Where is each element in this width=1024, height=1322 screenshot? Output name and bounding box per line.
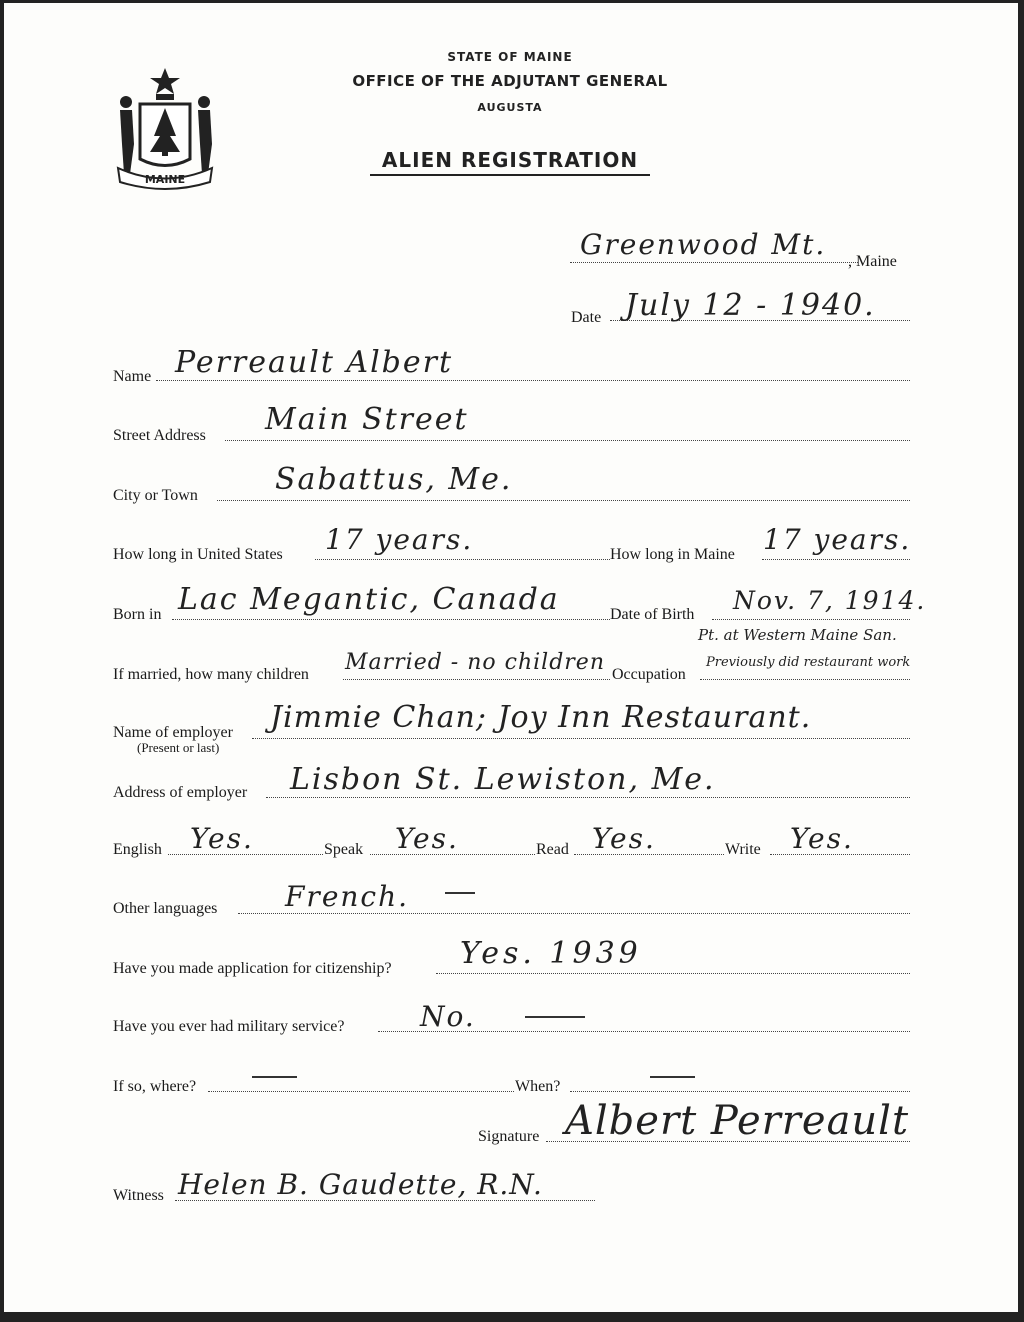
occupation-line [700,679,910,680]
when-line [570,1091,910,1092]
scan-border-top [0,0,1024,3]
dob-value: Nov. 7, 1914. [733,586,927,615]
witness-label: Witness [113,1187,164,1204]
witness-value: Helen B. Gaudette, R.N. [178,1168,543,1201]
scan-border-bottom [0,1312,1024,1322]
occupation-value-line1: Pt. at Western Maine San. [698,626,897,644]
children-line [343,679,610,680]
maine-state-seal-icon [110,64,220,194]
street-line [225,440,910,441]
write-value: Yes. [790,822,854,855]
city-label: City or Town [113,487,198,504]
form-title: ALIEN REGISTRATION [381,148,639,172]
where-dash [252,1076,297,1078]
maine-duration-value: 17 years. [763,523,912,556]
write-label: Write [725,841,761,858]
us-duration-label: How long in United States [113,546,283,563]
when-dash [650,1076,695,1078]
location-suffix: , Maine [848,253,897,270]
read-label: Read [536,841,569,858]
employer-address-label: Address of employer [113,784,248,801]
when-label: When? [515,1078,561,1095]
employer-line [252,738,910,739]
city-value: Sabattus, Me. [275,462,513,497]
children-value: Married - no children [345,650,605,675]
citizenship-line [436,973,910,974]
other-languages-line [238,913,910,914]
location-value: Greenwood Mt. [580,228,827,261]
other-languages-value: French. [285,880,410,913]
military-label: Have you ever had military service? [113,1018,345,1035]
header-office: OFFICE OF THE ADJUTANT GENERAL [352,72,668,90]
name-value: Perreault Albert [175,345,454,380]
employer-value: Jimmie Chan; Joy Inn Restaurant. [270,700,812,735]
location-line [570,262,858,263]
occupation-label: Occupation [612,666,686,683]
street-value: Main Street [265,402,469,437]
speak-value: Yes. [395,822,459,855]
where-label: If so, where? [113,1078,197,1095]
svg-text:MAINE: MAINE [144,173,186,186]
english-label: English [113,841,162,858]
english-value: Yes. [190,822,254,855]
dob-label: Date of Birth [610,606,695,623]
other-languages-label: Other languages [113,900,218,917]
born-value: Lac Megantic, Canada [178,582,560,617]
military-value: No. [420,1000,476,1033]
read-value: Yes. [592,822,656,855]
scan-border-right [1018,0,1024,1322]
employer-address-value: Lisbon St. Lewiston, Me. [290,762,716,797]
dob-line [712,619,910,620]
maine-duration-label: How long in Maine [610,546,735,563]
header-state: STATE OF MAINE [447,50,573,64]
us-duration-line [315,559,610,560]
us-duration-value: 17 years. [325,523,474,556]
city-line [217,500,910,501]
where-line [208,1091,514,1092]
maine-duration-line [762,559,910,560]
signature-label: Signature [478,1128,540,1145]
signature-value: Albert Perreault [565,1098,910,1144]
born-line [172,619,610,620]
military-dash [525,1016,585,1018]
title-underline [370,174,650,176]
header-city: AUGUSTA [477,101,543,114]
employer-sublabel: (Present or last) [137,740,220,755]
speak-label: Speak [324,841,364,858]
name-label: Name [113,368,152,385]
other-languages-dash [445,892,475,894]
employer-address-line [266,797,910,798]
date-value: July 12 - 1940. [625,288,876,323]
citizenship-label: Have you made application for citizenship? [113,960,392,977]
children-label: If married, how many children [113,666,309,683]
born-label: Born in [113,606,162,623]
occupation-value-line2: Previously did restaurant work [706,655,911,670]
date-label: Date [571,309,602,326]
street-label: Street Address [113,427,206,444]
citizenship-value: Yes. 1939 [460,936,642,971]
scan-border-left [0,0,4,1322]
name-line [156,380,910,381]
employer-label: Name of employer [113,724,233,741]
